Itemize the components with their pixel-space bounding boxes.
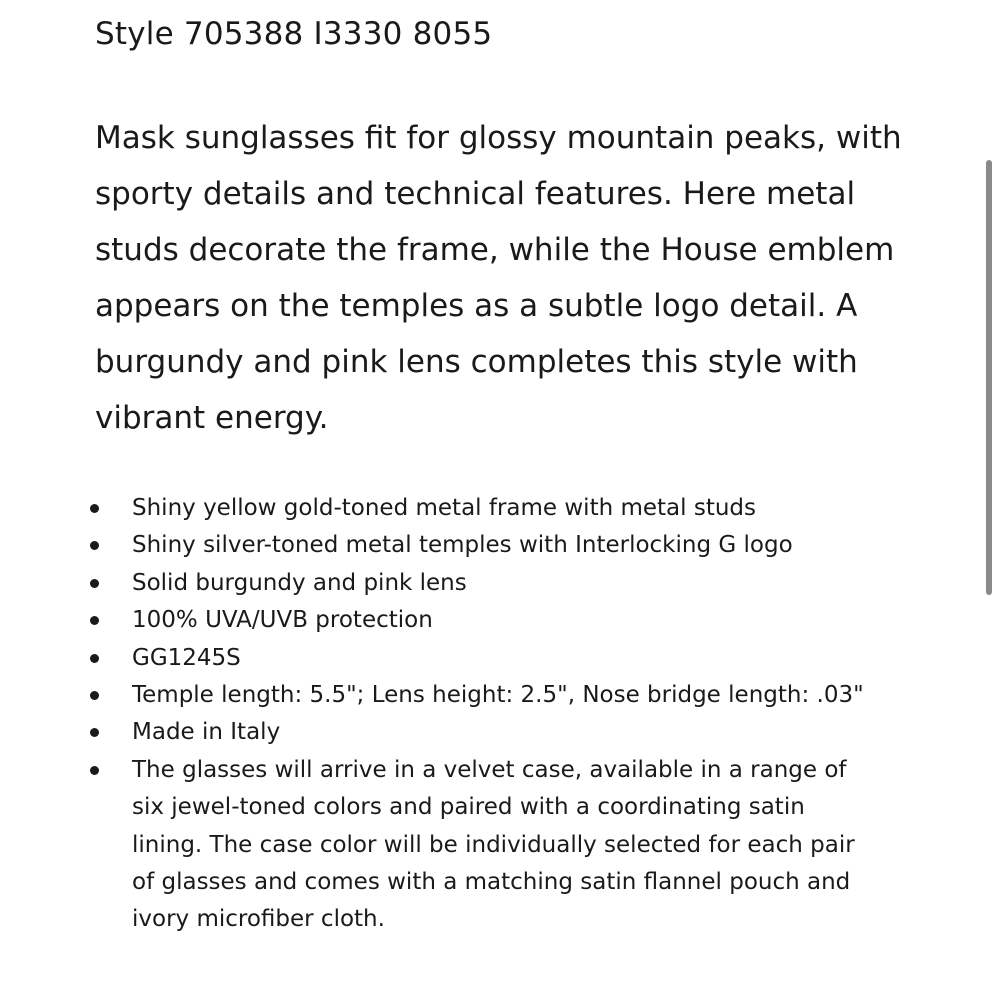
scrollbar[interactable] (986, 160, 992, 595)
feature-text: Shiny silver-toned metal temples with Interlocking G logo (132, 532, 793, 559)
list-item (90, 527, 880, 564)
feature-text: Made in Italy (132, 719, 281, 746)
feature-text: 100% UVA/UVB protection (132, 607, 433, 634)
feature-list (90, 490, 880, 939)
bullet-icon (90, 654, 99, 663)
list-item (90, 565, 880, 602)
feature-text: Shiny yellow gold-toned metal frame with metal studs (132, 495, 757, 521)
feature-text: GG1245S (132, 644, 241, 671)
feature-text: Solid burgundy and pink lens (132, 569, 467, 596)
feature-text: Temple length: 5.5"; Lens height: 2.5", Nose bridge length: .03" (132, 682, 864, 709)
list-item (90, 490, 880, 527)
style-number: Style 705388 I3330 8055 (95, 16, 493, 52)
list-item (90, 602, 880, 639)
bullet-icon (90, 766, 99, 775)
list-item (90, 714, 880, 751)
bullet-icon (90, 691, 99, 700)
feature-text: The glasses will arrive in a velvet case, available in a range of six jewel-toned colors and paired with a coordinating satin lining. The case color will be individually selected for each pair of glasses and comes with a matching satin flannel pouch and ivory microfiber cloth. (132, 756, 855, 933)
bullet-icon (90, 579, 99, 588)
product-description: Mask sunglasses fit for glossy mountain peaks, with sporty details and technical features. Here metal studs decorate the frame, while the House emblem appears on the temples as a subtle logo detail. A burgundy and pink lens completes this style with vibrant energy. (95, 120, 902, 436)
bullet-icon (90, 541, 99, 550)
list-item (90, 752, 880, 939)
bullet-icon (90, 728, 99, 737)
bullet-icon (90, 504, 99, 513)
bullet-icon (90, 616, 99, 625)
list-item (90, 677, 880, 714)
list-item (90, 640, 880, 677)
